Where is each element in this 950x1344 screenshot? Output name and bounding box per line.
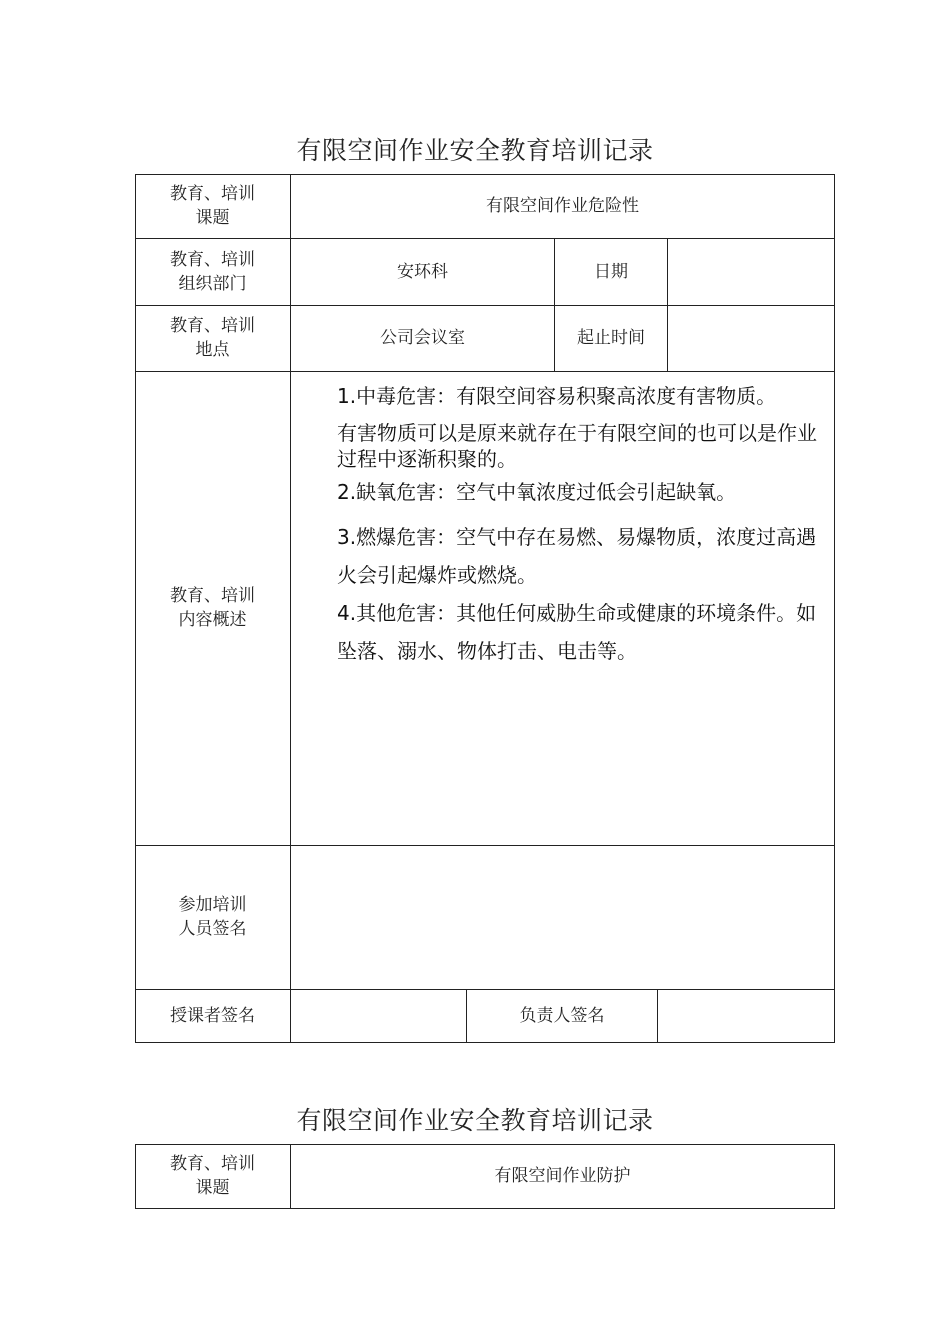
topic-value: 有限空间作业防护 (494, 1166, 631, 1186)
table-border-line (834, 174, 835, 1043)
content-item: 4.其他危害：其他任何威胁生命或健康的环境条件。如坠落、溺水、物体打击、电击等。 (337, 601, 817, 663)
record1-title: 有限空间作业安全教育培训记录 (296, 136, 654, 165)
content-label: 教育、培训 内容概述 (170, 586, 255, 630)
location-value: 公司会议室 (380, 328, 465, 348)
lecturer-signature-field[interactable] (291, 990, 466, 1042)
attendees-label: 参加培训 人员签名 (178, 895, 247, 939)
record2-title: 有限空间作业安全教育培训记录 (296, 1106, 654, 1135)
table-border-line (135, 1042, 835, 1043)
content-item: 2.缺氧危害：空气中氧浓度过低会引起缺氧。 (337, 480, 737, 504)
date-label: 日期 (594, 261, 628, 282)
content-summary (337, 380, 831, 670)
table-border-line (135, 1208, 835, 1209)
attendees-signature-field[interactable] (291, 846, 834, 989)
topic-label: 教育、培训 课题 (170, 1154, 255, 1198)
content-item: 1.中毒危害：有限空间容易积聚高浓度有害物质。 (337, 384, 777, 408)
content-item: 3.燃爆危害：空气中存在易燃、易爆物质，浓度过高遇火会引起爆炸或燃烧。 (337, 525, 817, 587)
date-field[interactable] (668, 238, 834, 305)
location-label: 教育、培训 地点 (170, 316, 255, 360)
department-value: 安环科 (397, 261, 448, 282)
topic-value: 有限空间作业危险性 (486, 196, 639, 216)
table-border-line (834, 1144, 835, 1209)
time-label: 起止时间 (577, 328, 645, 348)
time-field[interactable] (668, 305, 834, 371)
content-item: 有害物质可以是原来就存在于有限空间的也可以是作业过程中逐渐积聚的。 (337, 421, 817, 471)
lecturer-signature-label: 授课者签名 (170, 1005, 255, 1026)
department-label: 教育、培训 组织部门 (170, 249, 255, 294)
manager-signature-field[interactable] (658, 990, 834, 1042)
topic-label: 教育、培训 课题 (170, 184, 255, 228)
manager-signature-label: 负责人签名 (519, 1005, 605, 1026)
